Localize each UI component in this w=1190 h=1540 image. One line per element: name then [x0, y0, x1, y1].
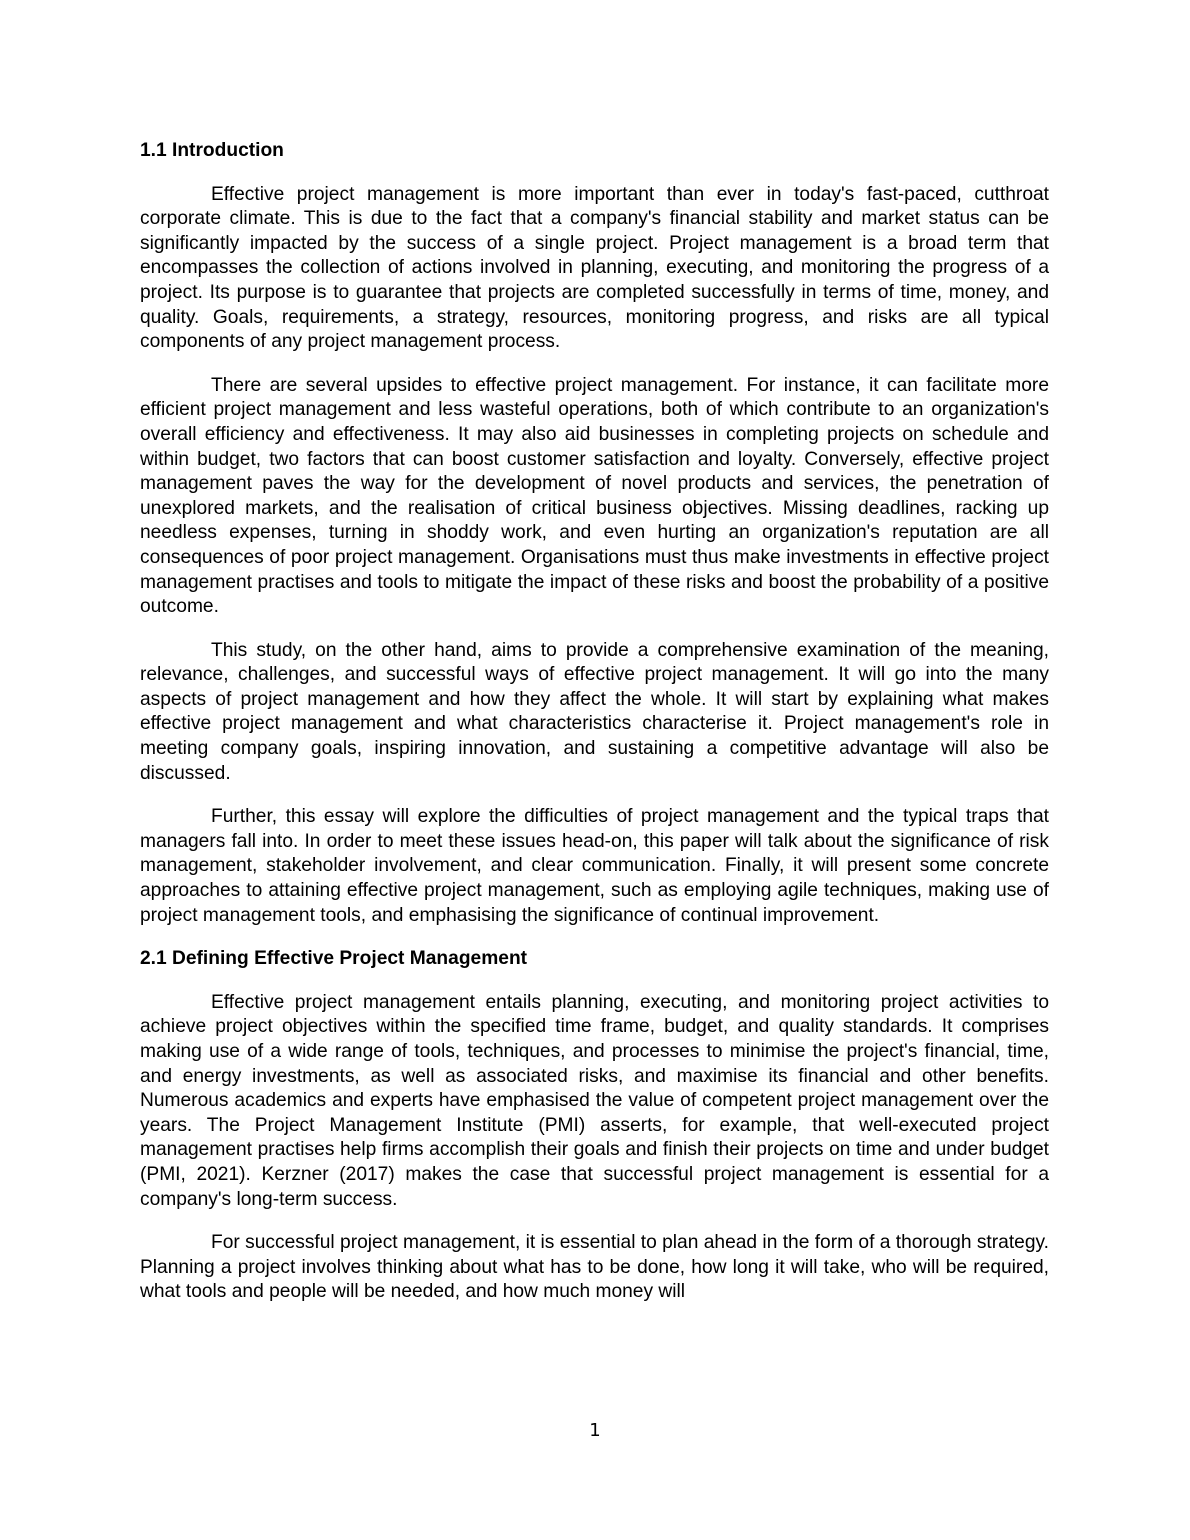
section-heading-introduction: 1.1 Introduction — [140, 140, 284, 161]
paragraph: For successful project management, it is essential to plan ahead in the form of a thorough strategy. Planning a project involves thinking about what has to be done, how long it will take, who will be required, what tools and people will be needed, and how much money will — [140, 1232, 1049, 1303]
section-heading-defining: 2.1 Defining Effective Project Management — [140, 948, 528, 970]
page-content — [140, 139, 1049, 1324]
paragraph: Effective project management is more important than ever in today's fast-paced, cutthroat corporate climate. This is due to the fact that a company's financial stability and market status can be significantly impacted by the success of a single project. Project management is a broad term that encompasses the collection of actions involved in planning, executing, and monitoring the progress of a project. Its purpose is to guarantee that projects are completed successfully in terms of time, money, and quality. Goals, requirements, a strategy, resources, monitoring progress, and risks are all typical components of any project management process. — [140, 183, 1049, 353]
paragraph: Further, this essay will explore the difficulties of project management and the typical traps that managers fall into. In order to meet these issues head-on, this paper will talk about the significance of risk management, stakeholder involvement, and clear communication. Finally, it will present some concrete approaches to attaining effective project management, such as employing agile techniques, making use of project management tools, and emphasising the significance of continual improvement. — [140, 806, 1049, 926]
paragraph: This study, on the other hand, aims to provide a comprehensive examination of the meaning, relevance, challenges, and successful ways of effective project management. It will go into the many aspects of project management and how they affect the whole. It will start by explaining what makes effective project management and what characteristics characterise it. Project management's role in meeting company goals, inspiring innovation, and sustaining a competitive advantage will also be discussed. — [140, 639, 1049, 784]
paragraph: Effective project management entails planning, executing, and monitoring project activities to achieve project objectives within the specified time frame, budget, and quality standards. It comprises making use of a wide range of tools, techniques, and processes to minimise the project's financial, time, and energy investments, as well as associated risks, and maximise its financial and other benefits. Numerous academics and experts have emphasised the value of competent project management over the years. The Project Management Institute (PMI) asserts, for example, that well-executed project management practises help firms accomplish their goals and finish their projects on time and under budget (PMI, 2021). Kerzner (2017) makes the case that successful project management is essential for a company's long-term success. — [140, 991, 1049, 1210]
page-number: 1 — [589, 1420, 601, 1441]
paragraph: There are several upsides to effective project management. For instance, it can facilitate more efficient project management and less wasteful operations, both of which contribute to an organization's overall efficiency and effectiveness. It may also aid businesses in completing projects on schedule and within budget, two factors that can boost customer satisfaction and loyalty. Conversely, effective project management paves the way for the development of novel products and services, the penetration of unexplored markets, and the realisation of critical business objectives. Missing deadlines, racking up needless expenses, turning in shoddy work, and even hurting an organization's reputation are all consequences of poor project management. Organisations must thus make investments in effective project management practises and tools to mitigate the impact of these risks and boost the probability of a positive outcome. — [140, 374, 1049, 618]
